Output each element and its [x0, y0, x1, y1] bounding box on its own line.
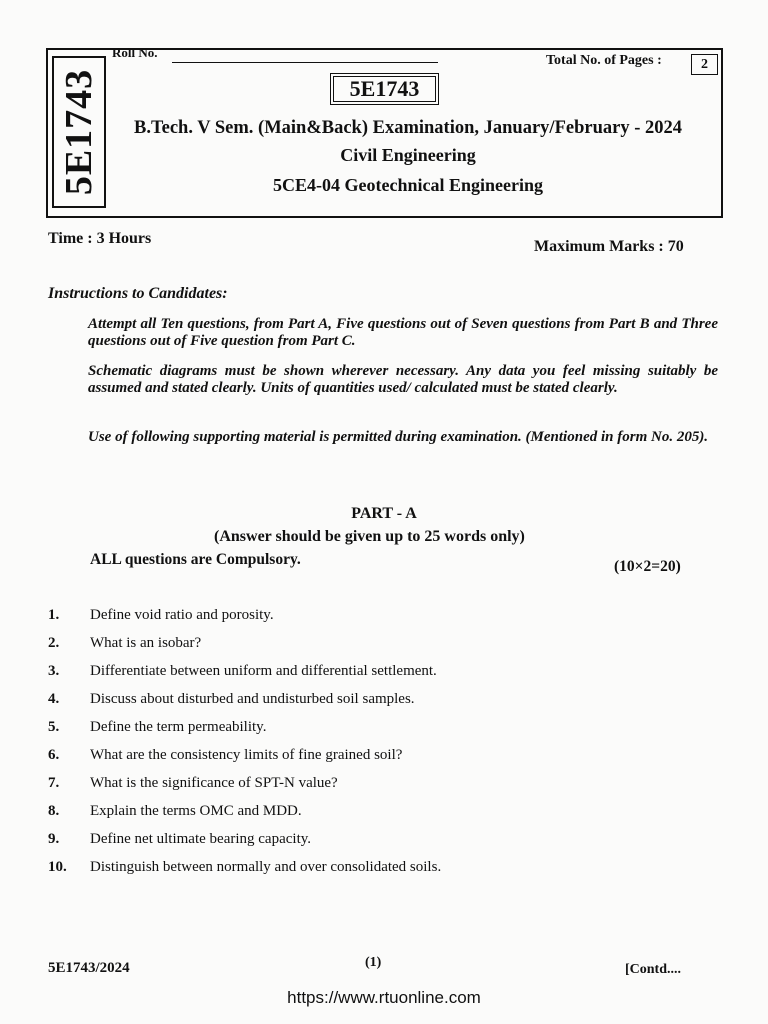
question-text: Discuss about disturbed and undisturbed soil samples. — [90, 691, 415, 707]
roll-number-label: Roll No. — [112, 45, 158, 60]
question-text: Distinguish between normally and over consolidated soils. — [90, 859, 442, 875]
question-text: Define the term permeability. — [90, 719, 267, 735]
exam-title: B.Tech. V Sem. (Main&Back) Examination, January/February - 2024 — [134, 118, 682, 138]
question-number: 5. — [48, 719, 60, 735]
question-number: 4. — [48, 691, 60, 707]
question-number: 8. — [48, 803, 60, 819]
question-text: Explain the terms OMC and MDD. — [90, 803, 302, 819]
paper-code: 5E1743 — [330, 73, 439, 105]
part-a-title: PART - A — [351, 505, 417, 522]
question-number: 2. — [48, 635, 60, 651]
instruction-item: Attempt all Ten questions, from Part A, Five questions out of Seven questions from Part B and Three questions out of Five question from Part C. — [88, 316, 718, 349]
side-paper-code: 5E1743 — [58, 68, 100, 196]
total-pages-value: 2 — [691, 54, 718, 75]
question-number: 7. — [48, 775, 60, 791]
roll-number-line — [172, 62, 438, 63]
question-text: Define void ratio and porosity. — [90, 607, 274, 623]
page-number: (1) — [365, 955, 382, 970]
question-number: 9. — [48, 831, 60, 847]
continued-note: [Contd.... — [625, 962, 682, 977]
question-number: 10. — [48, 859, 67, 875]
branch-name: Civil Engineering — [340, 145, 476, 165]
time-allowed: Time : 3 Hours — [48, 230, 152, 247]
question-number: 1. — [48, 607, 60, 623]
question-number: 3. — [48, 663, 60, 679]
question-text: Differentiate between uniform and differential settlement. — [90, 663, 437, 679]
question-text: What is the significance of SPT-N value? — [90, 775, 338, 791]
instructions-heading: Instructions to Candidates: — [48, 285, 228, 302]
instruction-item: Use of following supporting material is permitted during examination. (Mentioned in form No. 205). — [88, 429, 709, 445]
question-text: Define net ultimate bearing capacity. — [90, 831, 312, 847]
maximum-marks: Maximum Marks : 70 — [534, 238, 684, 255]
total-pages-label: Total No. of Pages : — [546, 53, 662, 68]
part-a-compulsory-note: ALL questions are Compulsory. — [90, 551, 301, 568]
footer-paper-code: 5E1743/2024 — [48, 960, 130, 976]
subject-name: 5CE4-04 Geotechnical Engineering — [273, 175, 543, 195]
source-url: https://www.rtuonline.com — [287, 988, 481, 1007]
question-number: 6. — [48, 747, 60, 763]
question-text: What are the consistency limits of fine grained soil? — [90, 747, 403, 763]
part-a-marks: (10×2=20) — [614, 558, 681, 575]
part-a-subtitle: (Answer should be given up to 25 words only) — [214, 528, 525, 545]
instruction-item: Schematic diagrams must be shown wherever necessary. Any data you feel missing suitably be assumed and stated clearly. Units of quantities used/ calculated must be stated clearly. — [88, 363, 718, 396]
question-text: What is an isobar? — [90, 635, 202, 651]
